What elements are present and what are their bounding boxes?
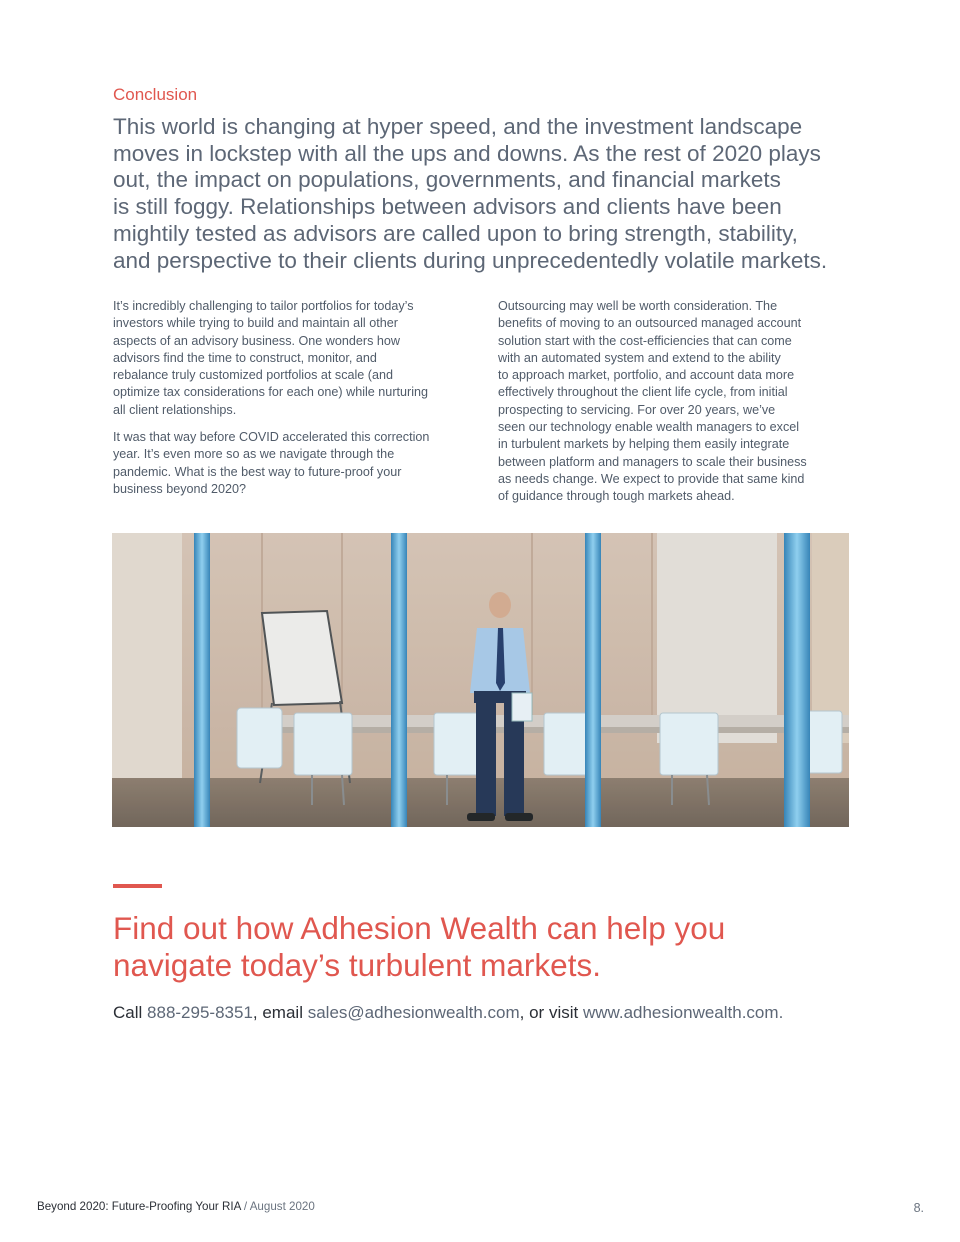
conference-room-photo	[112, 533, 849, 827]
text-line: advisors find the time to construct, monitor, and	[113, 350, 377, 365]
right-column	[498, 298, 848, 506]
left-paragraph-1	[113, 298, 473, 419]
email-label: , email	[252, 1003, 303, 1022]
section-label: Conclusion	[113, 85, 198, 104]
footer-title	[37, 1200, 315, 1213]
text-line: It was that way before COVID accelerated this correction	[113, 430, 430, 445]
text-line: investors while trying to build and maintain all other	[113, 316, 398, 331]
text-line: solution start with the cost-efficiencies that can come	[498, 333, 792, 348]
text-line: optimize tax considerations for each one) while nurturing	[113, 385, 429, 400]
document-title: Beyond 2020: Future-Proofing Your RIA	[37, 1200, 241, 1213]
text-line: with an automated system and extend to the ability	[498, 350, 781, 365]
text-line: year. It’s even more so as we navigate through the	[113, 447, 395, 462]
text-line: in turbulent markets by helping them easily integrate	[498, 437, 790, 452]
contact-end: .	[778, 1003, 784, 1022]
lead-line: is still foggy. Relationships between advisors and clients have been	[113, 194, 782, 220]
text-line: of guidance through tough markets ahead.	[498, 489, 735, 504]
lead-line: mightily tested as advisors are called upon to bring strength, stability,	[113, 220, 798, 246]
call-label: Call	[113, 1003, 143, 1022]
lead-line: moves in lockstep with all the ups and downs. As the rest of 2020 plays	[113, 140, 821, 166]
cta-line: Find out how Adhesion Wealth can help you	[113, 910, 726, 946]
page-number: 8.	[913, 1201, 924, 1215]
cta-line: navigate today’s turbulent markets.	[113, 947, 601, 983]
text-line: benefits of moving to an outsourced managed account	[498, 316, 802, 331]
text-line: aspects of an advisory business. One wonders how	[113, 333, 401, 348]
lead-line: out, the impact on populations, governments, and financial markets	[113, 167, 781, 193]
text-line: effectively throughout the client life cycle, from initial	[498, 385, 788, 400]
accent-rule	[113, 884, 162, 888]
phone-number[interactable]: 888-295-8351	[147, 1003, 253, 1022]
email-link[interactable]: sales@adhesionwealth.com	[307, 1003, 520, 1022]
text-line: between platform and managers to scale their business	[498, 454, 807, 469]
text-line: rebalance truly customized portfolios at scale (and	[113, 368, 394, 383]
call-to-action-heading	[113, 910, 725, 984]
text-line: pandemic. What is the best way to future-proof your	[113, 464, 402, 479]
text-line: prospecting to servicing. For over 20 years, we’ve	[498, 402, 776, 417]
lead-paragraph	[113, 114, 873, 274]
text-line: all client relationships.	[113, 402, 237, 417]
text-line: business beyond 2020?	[113, 481, 247, 496]
left-column	[113, 298, 473, 498]
contact-line	[113, 1003, 783, 1023]
text-line: seen our technology enable wealth managers to excel	[498, 420, 800, 435]
visit-label: , or visit	[519, 1003, 579, 1022]
website-link[interactable]: www.adhesionwealth.com	[582, 1003, 779, 1022]
lead-line: and perspective to their clients during unprecedentedly volatile markets.	[113, 247, 828, 273]
text-line: It’s incredibly challenging to tailor portfolios for today’s	[113, 299, 414, 313]
text-line: as needs change. We expect to provide that same kind	[498, 471, 805, 486]
lead-line: This world is changing at hyper speed, and the investment landscape	[113, 114, 803, 139]
text-line: Outsourcing may well be worth consideration. The	[498, 299, 778, 313]
text-line: to approach market, portfolio, and account data more	[498, 368, 795, 383]
right-paragraph-1	[498, 298, 848, 506]
left-paragraph-2	[113, 429, 473, 498]
document-date: / August 2020	[240, 1200, 315, 1213]
